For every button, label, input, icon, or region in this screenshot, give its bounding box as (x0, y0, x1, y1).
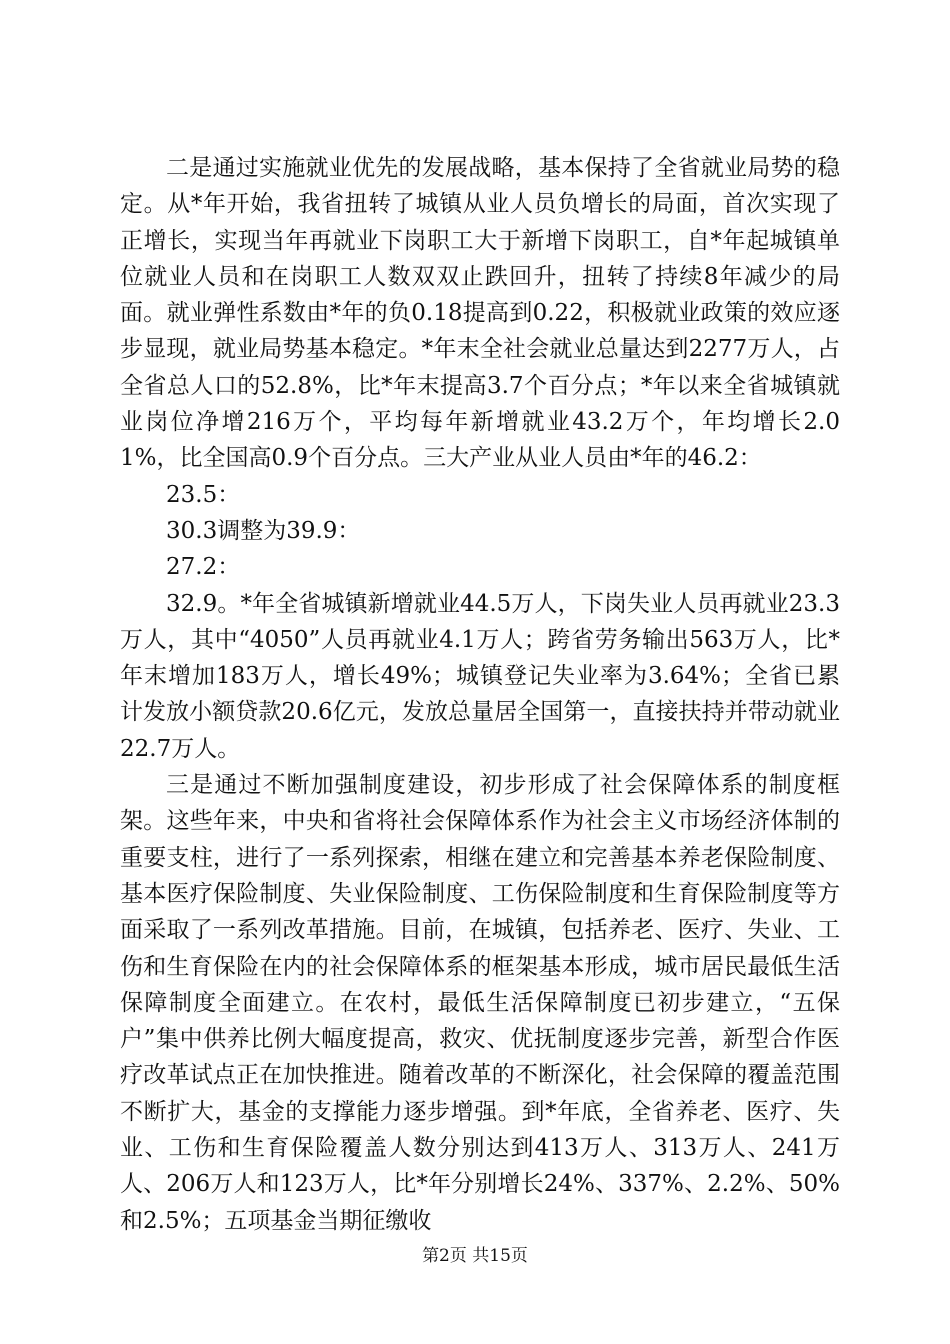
paragraph-employment-results: 32.9。*年全省城镇新增就业44.5万人，下岗失业人员再就业23.3万人，其中“4050”人员再就业4.1万人；跨省劳务输出563万人，比*年末增加183万人，增长49%；城镇登记失业率为3.64%；全省已累计发放小额贷款20.6亿元，发放总量居全国第一，直接扶持并带动就业22.7万人。 (120, 590, 840, 762)
document-body (120, 150, 840, 1239)
page-footer: 第2页 共15页 (422, 1246, 528, 1266)
paragraph-social-security: 三是通过不断加强制度建设，初步形成了社会保障体系的制度框架。这些年来，中央和省将社会保障体系作为社会主义市场经济体制的重要支柱，进行了一系列探索，相继在建立和完善基本养老保险制度、基本医疗保险制度、失业保险制度、工伤保险制度和生育保险制度等方面采取了一系列改革措施。目前，在城镇，包括养老、医疗、失业、工伤和生育保险在内的社会保障体系的框架基本形成，城市居民最低生活保障制度全面建立。在农村，最低生活保障制度已初步建立，“五保户”集中供养比例大幅度提高，救灾、优抚制度逐步完善，新型合作医疗改革试点正在加快推进。随着改革的不断深化，社会保障的覆盖范围不断扩大，基金的支撑能力逐步增强。到*年底，全省养老、医疗、失业、工伤和生育保险覆盖人数分别达到413万人、313万人、241万人、206万人和123万人，比*年分别增长24%、337%、2.2%、50%和2.5%；五项基金当期征缴收 (120, 772, 840, 1234)
paragraph-employment: 二是通过实施就业优先的发展战略，基本保持了全省就业局势的稳定。从*年开始，我省扭转了城镇从业人员负增长的局面，首次实现了正增长，实现当年再就业下岗职工大于新增下岗职工，自*年起城镇单位就业人员和在岗职工人数双双止跌回升，扭转了持续8年减少的局面。就业弹性系数由*年的负0.18提高到0.22，积极就业政策的效应逐步显现，就业局势基本稳定。*年末全社会就业总量达到2277万人，占全省总人口的52.8%，比*年末提高3.7个百分点；*年以来全省城镇就业岗位净增216万个，平均每年新增就业43.2万个，年均增长2.01%，比全国高0.9个百分点。三大产业从业人员由*年的46.2： (120, 155, 840, 472)
paragraph-ratio-2: 30.3调整为39.9： (166, 517, 361, 544)
paragraph-ratio-1: 23.5： (166, 481, 241, 508)
paragraph-ratio-3: 27.2： (166, 554, 241, 581)
